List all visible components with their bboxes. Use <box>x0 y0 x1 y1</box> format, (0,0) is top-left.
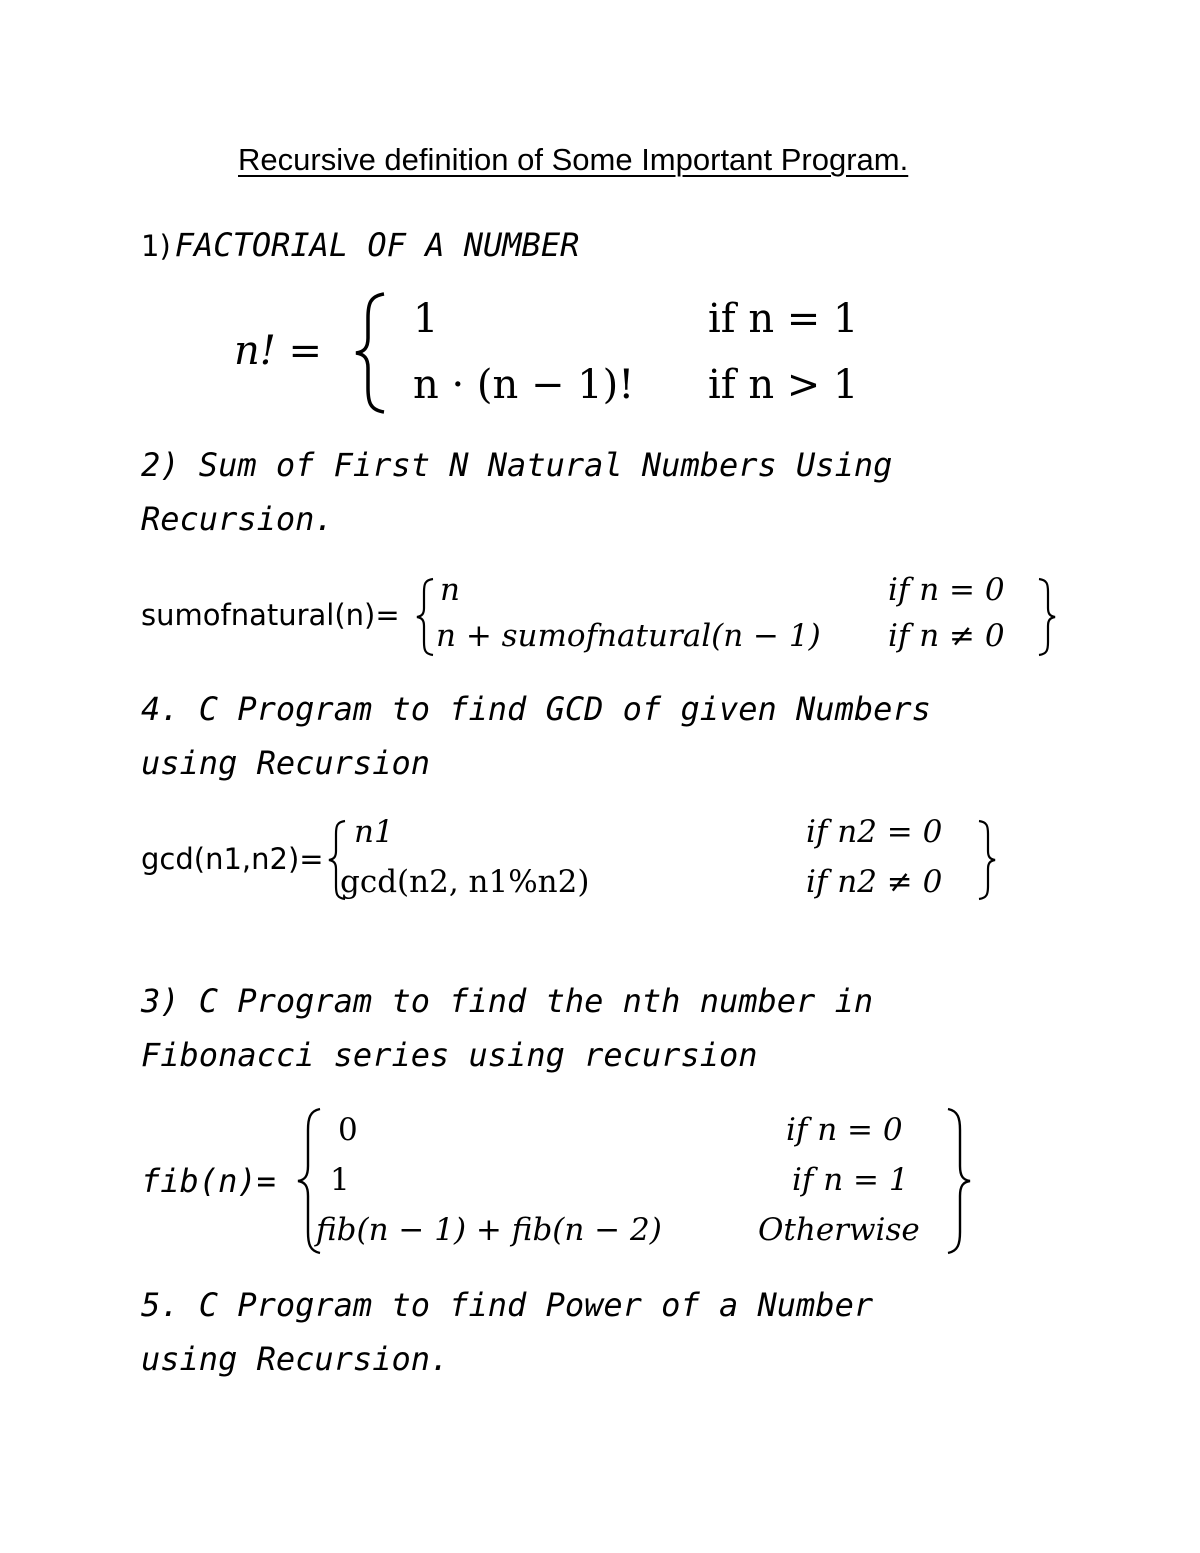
gcd-heading-line2: using Recursion <box>141 744 430 782</box>
factorial-case1-condition: if n = 1 <box>708 296 859 342</box>
fibonacci-case3-value: fib(n − 1) + fib(n − 2) <box>316 1212 662 1248</box>
sum-lhs: sumofnatural(n)= <box>141 598 400 632</box>
gcd-case2-value: gcd(n2, n1%n2) <box>340 864 590 900</box>
power-heading-line2: using Recursion. <box>141 1340 450 1378</box>
fibonacci-heading-line2: Fibonacci series using recursion <box>141 1036 758 1074</box>
factorial-case2-value: n · (n − 1)! <box>413 362 635 408</box>
fibonacci-case1-condition: if n = 0 <box>786 1112 903 1148</box>
factorial-case1-value: 1 <box>413 296 439 342</box>
fibonacci-case3-condition: Otherwise <box>758 1212 920 1248</box>
gcd-case1-value: n1 <box>354 814 394 850</box>
fibonacci-case2-value: 1 <box>330 1162 350 1198</box>
factorial-heading-number: 1) <box>141 229 171 263</box>
gcd-lhs: gcd(n1,n2)= <box>141 842 324 876</box>
sum-right-brace <box>1036 576 1058 658</box>
sum-heading-line1: 2) Sum of First N Natural Numbers Using <box>141 446 893 484</box>
gcd-heading-line1: 4. C Program to find GCD of given Numbers <box>141 690 931 728</box>
factorial-left-brace <box>350 290 390 416</box>
fibonacci-lhs: fib(n)= <box>141 1162 276 1200</box>
power-heading-line1: 5. C Program to find Power of a Number <box>141 1286 874 1324</box>
fibonacci-case1-value: 0 <box>338 1112 358 1148</box>
sum-case2-value: n + sumofnatural(n − 1) <box>436 618 821 654</box>
gcd-right-brace <box>976 818 998 902</box>
gcd-case2-condition: if n2 ≠ 0 <box>806 864 943 900</box>
document-title: Recursive definition of Some Important Program. <box>238 142 909 177</box>
fibonacci-heading-line1: 3) C Program to find the nth number in <box>141 982 874 1020</box>
gcd-case1-condition: if n2 = 0 <box>806 814 943 850</box>
sum-heading-line2: Recursion. <box>141 500 334 538</box>
sum-case2-condition: if n ≠ 0 <box>888 618 1005 654</box>
factorial-lhs: n! = <box>234 328 323 374</box>
sum-left-brace <box>414 576 436 658</box>
factorial-case2-condition: if n > 1 <box>708 362 859 408</box>
fibonacci-case2-condition: if n = 1 <box>792 1162 909 1198</box>
factorial-heading <box>141 226 579 264</box>
sum-case1-value: n <box>440 572 460 608</box>
sum-case1-condition: if n = 0 <box>888 572 1005 608</box>
factorial-heading-text: FACTORIAL OF A NUMBER <box>174 226 580 264</box>
fibonacci-right-brace <box>944 1106 974 1256</box>
